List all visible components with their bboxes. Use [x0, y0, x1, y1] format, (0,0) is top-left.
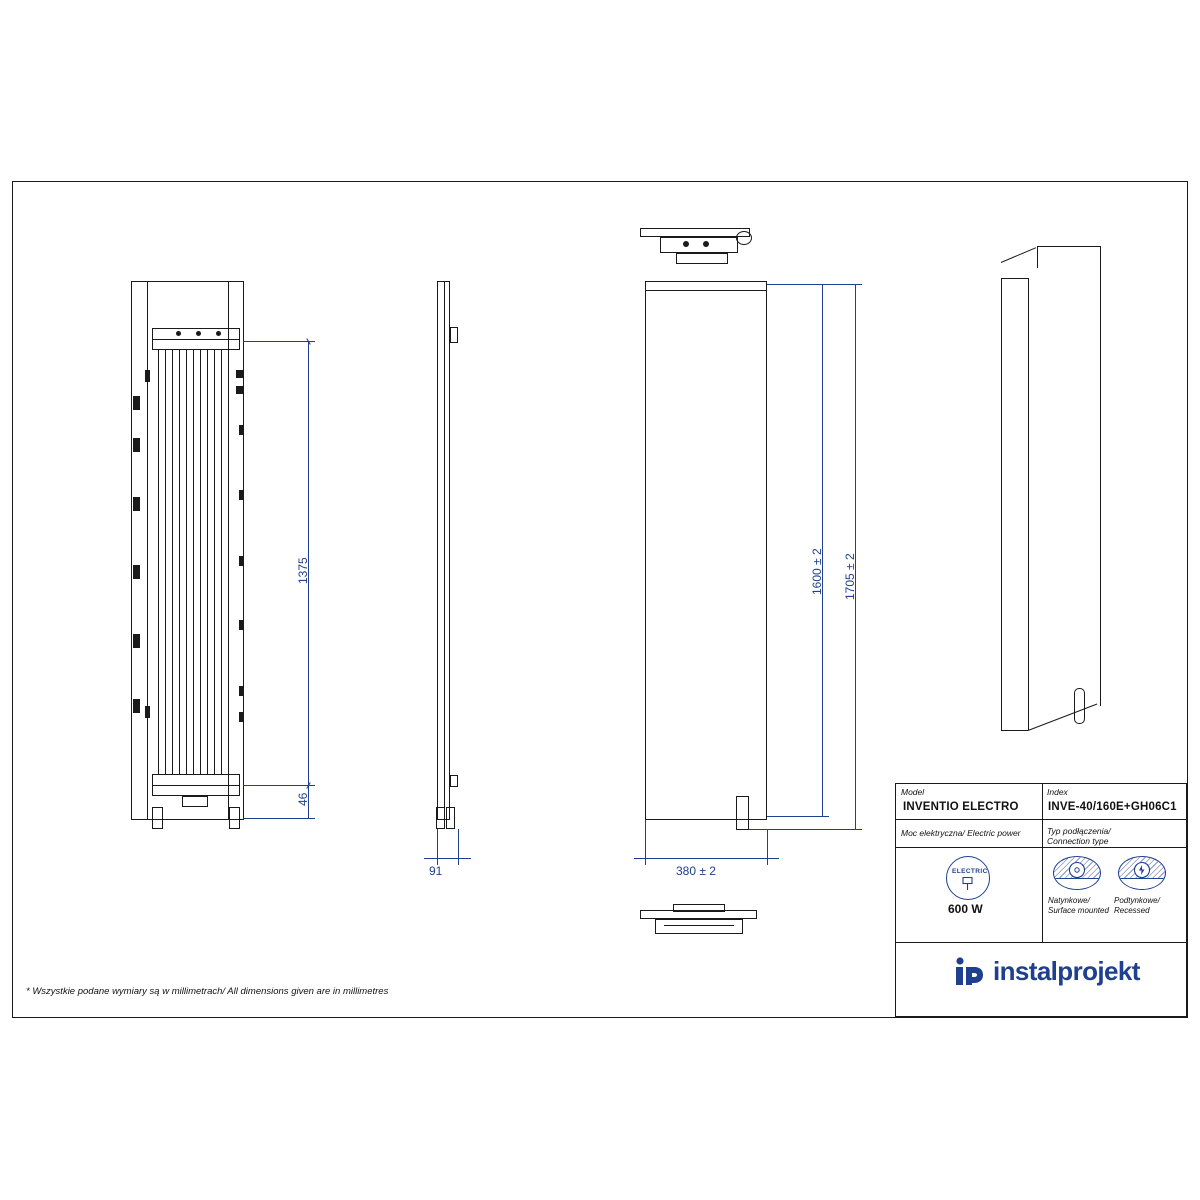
front-bracket-mark [239, 490, 244, 500]
front-bracket-mark [239, 620, 244, 630]
model-value: INVENTIO ELECTRO [903, 801, 1019, 813]
front-bracket-mark [145, 370, 150, 382]
dimension-46-text: 46 [296, 792, 310, 806]
top-mount-hole [703, 241, 709, 247]
ext-line-right [458, 829, 459, 865]
front-rib [158, 350, 159, 774]
ext-line [243, 818, 315, 819]
recessed-label2: Recessed [1114, 906, 1150, 915]
front-bracket-mark [133, 497, 140, 511]
front-bracket-mark [239, 686, 244, 696]
front-top-hole-mid [196, 331, 201, 336]
ext-line-bottom [243, 785, 315, 786]
surface-mounted-icon [1053, 856, 1101, 890]
front-bracket-mark [133, 396, 140, 410]
panel-top-edge-line [645, 290, 767, 291]
front-bottom-connector-box [182, 796, 208, 807]
front-bracket-mark [239, 556, 244, 566]
front-bracket-mark [239, 425, 244, 435]
bottom-mount-block [655, 919, 743, 934]
panel-body [645, 281, 767, 820]
front-bracket-mark [239, 712, 244, 722]
dimension-1600-text: 1600 ± 2 [810, 548, 824, 595]
surface-mounted-label2: Surface mounted [1048, 906, 1109, 915]
front-bracket-mark [133, 565, 140, 579]
front-rib [193, 350, 194, 774]
plug-icon [959, 877, 977, 896]
dim-line [424, 858, 471, 859]
tb-sep-v [1042, 784, 1043, 942]
tb-sep-3 [896, 942, 1186, 943]
top-mount-block [660, 237, 738, 253]
iso-front-left-edge [1028, 278, 1029, 730]
front-top-manifold-line [152, 339, 240, 340]
dimension-91-text: 91 [429, 864, 443, 878]
front-bracket-mark [133, 634, 140, 648]
iso-top-front-edge [1037, 246, 1101, 247]
bottom-connector [736, 796, 749, 830]
bottom-mount-plate [673, 904, 725, 912]
index-label: Index [1047, 787, 1068, 797]
side-foot-right [446, 807, 455, 829]
electric-badge-text: ELECTRIC [952, 868, 988, 875]
front-rib [221, 350, 222, 774]
front-rib [228, 350, 229, 774]
index-value: INVE-40/160E+GH06C1 [1048, 801, 1177, 813]
front-bracket-mark [133, 699, 140, 713]
iso-top-return [1037, 246, 1038, 268]
front-inner-left-edge [147, 281, 148, 820]
iso-bottom-back-edge [1001, 730, 1028, 731]
top-mount-plate [676, 253, 728, 264]
top-mount-knob [736, 231, 752, 245]
connection-type-label: Typ podłączenia/ [1047, 826, 1111, 836]
ext-line-right [767, 830, 768, 865]
front-rib [200, 350, 201, 774]
ip-logo-mark [951, 956, 987, 986]
dimension-380-text: 380 ± 2 [676, 864, 716, 878]
front-top-hole-right [216, 331, 221, 336]
model-label: Model [901, 787, 925, 797]
dimension-1705-text: 1705 ± 2 [843, 553, 857, 600]
side-top-bracket [450, 327, 458, 343]
dim-line [634, 858, 779, 859]
front-bottom-right-foot [229, 807, 240, 829]
tb-sep-1 [896, 819, 1186, 820]
top-mount-rail [640, 228, 750, 237]
dimension-1375-text: 1375 [296, 557, 310, 584]
front-rib [179, 350, 180, 774]
side-foot-left [436, 807, 445, 829]
front-rib [214, 350, 215, 774]
front-top-hole-left [176, 331, 181, 336]
iso-front-right-edge [1100, 246, 1101, 706]
top-mount-hole [683, 241, 689, 247]
ext-line-top [243, 341, 315, 342]
iso-connector-stub [1074, 688, 1085, 724]
ext-line-bottom [767, 816, 829, 817]
bottom-mount-line [664, 925, 734, 926]
connection-type-label2: Connection type [1047, 836, 1109, 846]
units-footnote: * Wszystkie podane wymiary są w millimetrach/ All dimensions given are in millimetres [26, 986, 389, 997]
iso-back-left-edge [1001, 278, 1002, 730]
front-rib [186, 350, 187, 774]
front-rib [172, 350, 173, 774]
front-bracket-mark [236, 370, 243, 378]
recessed-label1: Podtynkowe/ [1114, 896, 1160, 905]
front-bracket-mark [133, 438, 140, 452]
iso-top-back-edge [1001, 278, 1028, 279]
recessed-icon [1118, 856, 1166, 890]
electric-power-value: 600 W [948, 902, 983, 916]
ext-line-top [767, 284, 862, 285]
front-bottom-left-foot [152, 807, 163, 829]
ext-line-bottom [749, 829, 862, 830]
brand-logo-text: instalprojekt [993, 956, 1140, 986]
front-bottom-manifold-line [152, 785, 240, 786]
front-rib [207, 350, 208, 774]
brand-logo [951, 956, 1140, 991]
side-center-line [444, 281, 445, 820]
tb-sep-2 [896, 847, 1186, 848]
front-rib [165, 350, 166, 774]
electric-power-label: Moc elektryczna/ Electric power [901, 828, 1021, 838]
title-block [895, 783, 1187, 1017]
surface-mounted-label1: Natynkowe/ [1048, 896, 1090, 905]
front-bracket-mark [145, 706, 150, 718]
ext-line-left [437, 829, 438, 865]
side-bottom-bracket [450, 775, 458, 787]
front-bracket-mark [236, 386, 243, 394]
